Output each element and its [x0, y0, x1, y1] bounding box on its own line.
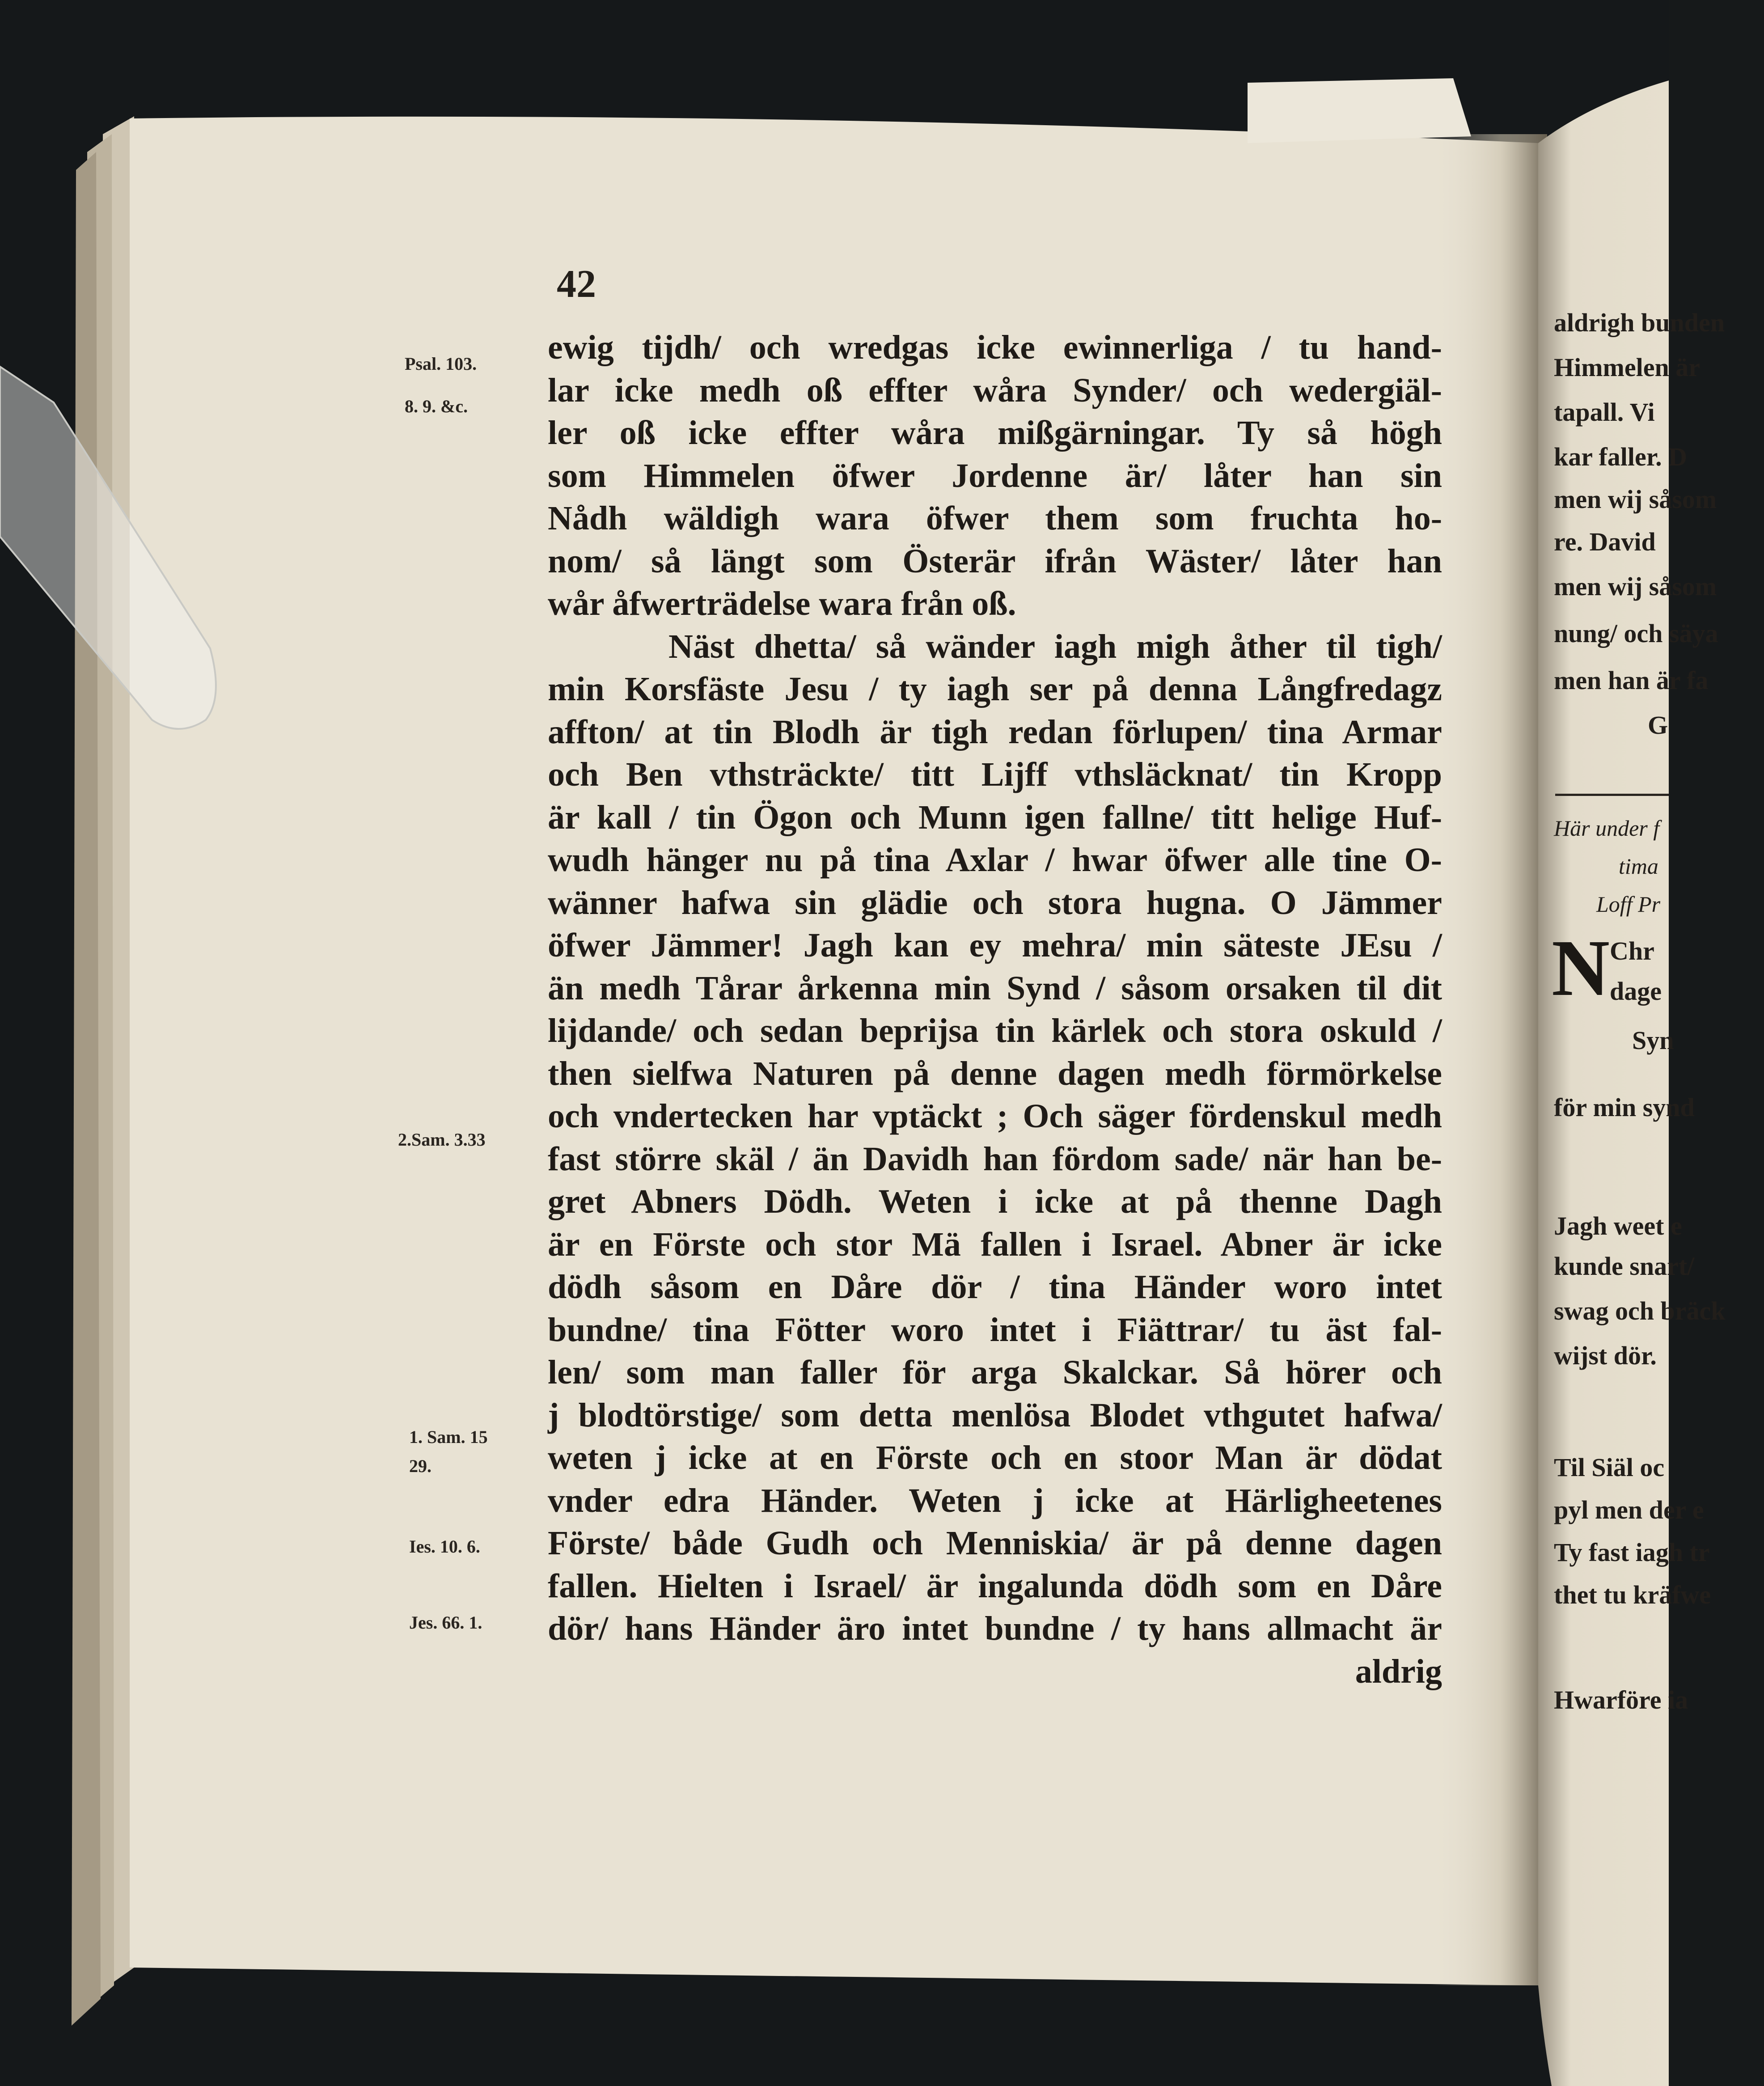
text-line: wänner hafwa sin glädie och stora hugna. O Jämmer	[548, 884, 1442, 922]
adjacent-verse-line: wijst dör.	[1554, 1341, 1657, 1370]
text-line: fast större skäl / än Davidh han fördom sade/ när han be-	[548, 1140, 1442, 1178]
margin-note: Ies. 10. 6.	[409, 1536, 480, 1557]
adjacent-verse-line: pyl men der e	[1554, 1495, 1704, 1524]
margin-note: 8. 9. &c.	[405, 396, 468, 416]
adjacent-text-line: men wij såsom	[1554, 485, 1717, 514]
adjacent-text-line: kar faller. D	[1554, 442, 1688, 471]
text-line: weten j icke at en Förste och en stoor Man är dödat	[548, 1439, 1442, 1477]
main-text-block	[548, 326, 1442, 1693]
adjacent-text-line: tapall. Vi	[1554, 398, 1655, 427]
adjacent-heading-line: Här under f	[1554, 816, 1660, 841]
text-line: dödh såsom en Dåre dör / tina Händer woro intet	[548, 1268, 1442, 1306]
adjacent-verse-line: swag och bräck	[1554, 1296, 1726, 1325]
text-line: dör/ hans Händer äro intet bundne / ty hans allmacht är	[548, 1610, 1442, 1647]
adjacent-text-line: men wij såsom	[1554, 572, 1717, 601]
text-line: fallen. Hielten i Israel/ är ingalunda dödh som en Dåre	[548, 1567, 1442, 1605]
adjacent-verse-line: kunde snart/	[1554, 1252, 1695, 1281]
text-line: ewig tijdh/ och wredgas icke ewinnerliga / tu hand-	[548, 329, 1442, 366]
text-line: j blodtörstige/ som detta menlösa Blodet vthgutet hafwa/	[548, 1396, 1442, 1434]
margin-note: Psal. 103.	[405, 354, 477, 374]
adjacent-text-line: Himmelen är	[1554, 353, 1700, 382]
margin-note: Jes. 66. 1.	[409, 1612, 482, 1633]
adjacent-verse-line: Til Siäl oc	[1554, 1453, 1665, 1482]
catchword: aldrig	[1355, 1652, 1442, 1690]
adjacent-verse-line: Ty fast iagh tr	[1554, 1538, 1710, 1567]
margin-note: 2.Sam. 3.33	[398, 1130, 486, 1150]
text-line: Nådh wäldigh wara öfwer them som fruchta ho-	[548, 499, 1442, 537]
text-line: nom/ så längt som Österär ifrån Wäster/ låter han	[548, 542, 1442, 580]
text-line: wår åfwerträdelse wara från oß.	[548, 585, 1016, 622]
text-line: ler oß icke effter wåra mißgärningar. Ty så högh	[548, 414, 1442, 452]
adjacent-hymn-line: Chr	[1610, 936, 1654, 965]
text-line: lijdande/ och sedan beprijsa tin kärlek och stora oskuld /	[548, 1012, 1442, 1049]
adjacent-heading-line: Loff Pr	[1596, 892, 1661, 917]
text-line: len/ som man faller för arga Skalckar. Så hörer och	[548, 1354, 1442, 1391]
adjacent-hymn-line: för min synd	[1554, 1093, 1695, 1122]
text-line: som Himmelen öfwer Jordenne är/ låter han sin	[548, 457, 1442, 495]
text-line: affton/ at tin Blodh är tigh redan förlupen/ tina Armar	[548, 713, 1442, 751]
text-line: är kall / tin Ögon och Munn igen fallne/ titt helige Huf-	[548, 798, 1442, 836]
adjacent-text-line: aldrigh bunden	[1554, 308, 1725, 337]
adjacent-text-line: men han är fa	[1554, 666, 1709, 695]
text-line: är en Förste och stor Mä fallen i Israel. Abner är icke	[548, 1225, 1442, 1263]
text-line: Näst dhetta/ så wänder iagh migh åther til tigh/	[668, 627, 1442, 665]
adjacent-text-line: nung/ och säya	[1554, 619, 1718, 648]
text-line: vnder edra Händer. Weten j icke at Härligheetenes	[548, 1481, 1442, 1519]
adjacent-text-line: Hwarföre ia	[1554, 1685, 1688, 1714]
text-line: Förste/ både Gudh och Menniskia/ är på denne dagen	[548, 1524, 1442, 1562]
page-number: 42	[557, 262, 596, 306]
text-line: öfwer Jämmer! Jagh kan ey mehra/ min säteste JEsu /	[548, 927, 1442, 964]
text-line: än medh Tårar årkenna min Synd / såsom orsaken til dit	[548, 969, 1442, 1007]
margin-note: 29.	[409, 1456, 431, 1476]
text-line: then sielfwa Naturen på denne dagen medh förmörkelse	[548, 1054, 1442, 1092]
text-line: lar icke medh oß effter wåra Synder/ och wedergiäl-	[548, 371, 1442, 409]
adjacent-heading-line: tima	[1619, 854, 1658, 879]
adjacent-hymn-line: Syn	[1632, 1026, 1674, 1055]
text-line: och Ben vthsträckte/ titt Lijff vthsläcknat/ tin Kropp	[548, 756, 1442, 793]
adjacent-verse-line: thet tu kräfwe	[1554, 1580, 1711, 1609]
margin-note: 1. Sam. 15	[409, 1427, 488, 1447]
text-line: wudh hänger nu på tina Axlar / hwar öfwer alle tine O-	[548, 841, 1442, 879]
text-line: och vndertecken har vptäckt ; Och säger fördenskul medh	[548, 1097, 1442, 1135]
adjacent-text-line: re. David	[1554, 527, 1656, 556]
text-line: min Korsfäste Jesu / ty iagh ser på denna Långfredagz	[548, 670, 1442, 708]
text-line: bundne/ tina Fötter woro intet i Fiättrar/ tu äst fal-	[548, 1311, 1442, 1349]
adjacent-hymn-line: dage	[1610, 977, 1662, 1006]
decorated-initial: N	[1552, 923, 1610, 1012]
text-line: gret Abners Dödh. Weten i icke at på thenne Dagh	[548, 1183, 1442, 1220]
adjacent-text-line: G	[1648, 711, 1668, 740]
adjacent-verse-line: Jagh weet e	[1554, 1211, 1682, 1240]
